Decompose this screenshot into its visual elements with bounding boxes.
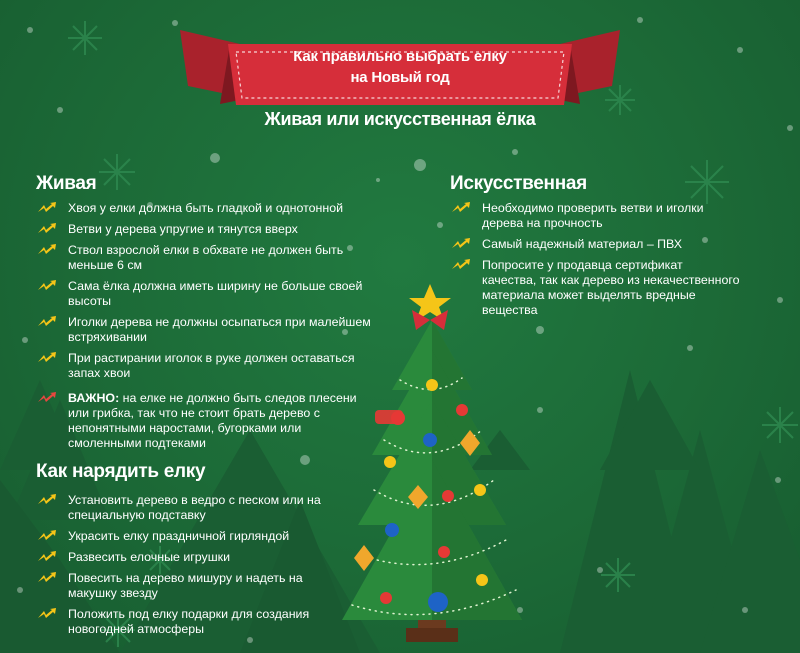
warning-label: ВАЖНО: [68, 391, 120, 405]
live-item [36, 279, 378, 309]
page-subtitle: Живая или искусственная ёлка [264, 109, 536, 129]
arrow-icon [36, 279, 60, 293]
live-item [36, 243, 378, 273]
artificial-item [450, 237, 740, 252]
live-item-text: Ствол взрослой елки в обхвате не должен быть меньше 6 см [68, 243, 344, 272]
live-item-text: Ветви у дерева упругие и тянутся вверх [68, 222, 298, 236]
arrow-icon [450, 258, 474, 272]
decorate-item-text: Установить дерево в ведро с песком или на специальную подставку [68, 493, 321, 522]
artificial-item [450, 201, 740, 231]
arrow-icon [36, 243, 60, 257]
warning-arrow-icon [36, 391, 60, 405]
arrow-icon [36, 493, 60, 507]
arrow-icon [36, 201, 60, 215]
live-item-text: Хвоя у елки должна быть гладкой и однотонной [68, 201, 344, 215]
live-item [36, 201, 378, 216]
warning-item [36, 391, 378, 451]
warning-text: на елке не должно быть следов плесени или грибка, так что не стоит брать дерево с непонятными наростами, бугорками или смоленными подтеками [68, 391, 357, 450]
artificial-item-text: Самый надежный материал – ПВХ [482, 237, 683, 251]
arrow-icon [36, 607, 60, 621]
decorate-item-text: Украсить елку праздничной гирляндой [68, 529, 290, 543]
arrow-icon [36, 571, 60, 585]
decorate-item-text: Положить под елку подарки для создания новогодней атмосферы [68, 607, 310, 636]
live-item [36, 315, 378, 345]
arrow-icon [450, 237, 474, 251]
decorate-item [36, 607, 346, 637]
live-item-text: Сама ёлка должна иметь ширину не больше своей высоты [68, 279, 363, 308]
decorate-item-text: Развесить елочные игрушки [68, 550, 230, 564]
live-heading: Живая [36, 173, 97, 194]
live-item [36, 222, 378, 237]
title-line-2: на Новый год [350, 69, 450, 86]
decorate-item [36, 550, 346, 565]
artificial-item-text: Необходимо проверить ветви и иголки дерева на прочность [482, 201, 704, 230]
live-item [36, 351, 378, 381]
title-line-1: Как правильно выбрать елку [293, 48, 507, 65]
decorate-list [36, 493, 346, 637]
live-item-text: Иголки дерева не должны осыпаться при малейшем встряхивании [68, 315, 371, 344]
decorate-item [36, 571, 346, 601]
christmas-tree-illustration [330, 280, 540, 653]
live-list [36, 201, 378, 451]
decorate-item [36, 529, 346, 544]
arrow-icon [36, 222, 60, 236]
page-title [250, 46, 550, 88]
artificial-heading: Искусственная [450, 173, 587, 194]
arrow-icon [36, 529, 60, 543]
decorate-heading: Как нарядить елку [36, 461, 206, 482]
artificial-item-text: Попросите у продавца сертификат качества, так как дерево из некачественного материала может выделять вредные вещества [482, 258, 740, 317]
arrow-icon [36, 550, 60, 564]
arrow-icon [450, 201, 474, 215]
live-item-text: При растирании иголок в руке должен оставаться запах хвои [68, 351, 355, 380]
arrow-icon [36, 351, 60, 365]
decorate-item [36, 493, 346, 523]
decorate-item-text: Повесить на дерево мишуру и надеть на макушку звезду [68, 571, 303, 600]
arrow-icon [36, 315, 60, 329]
